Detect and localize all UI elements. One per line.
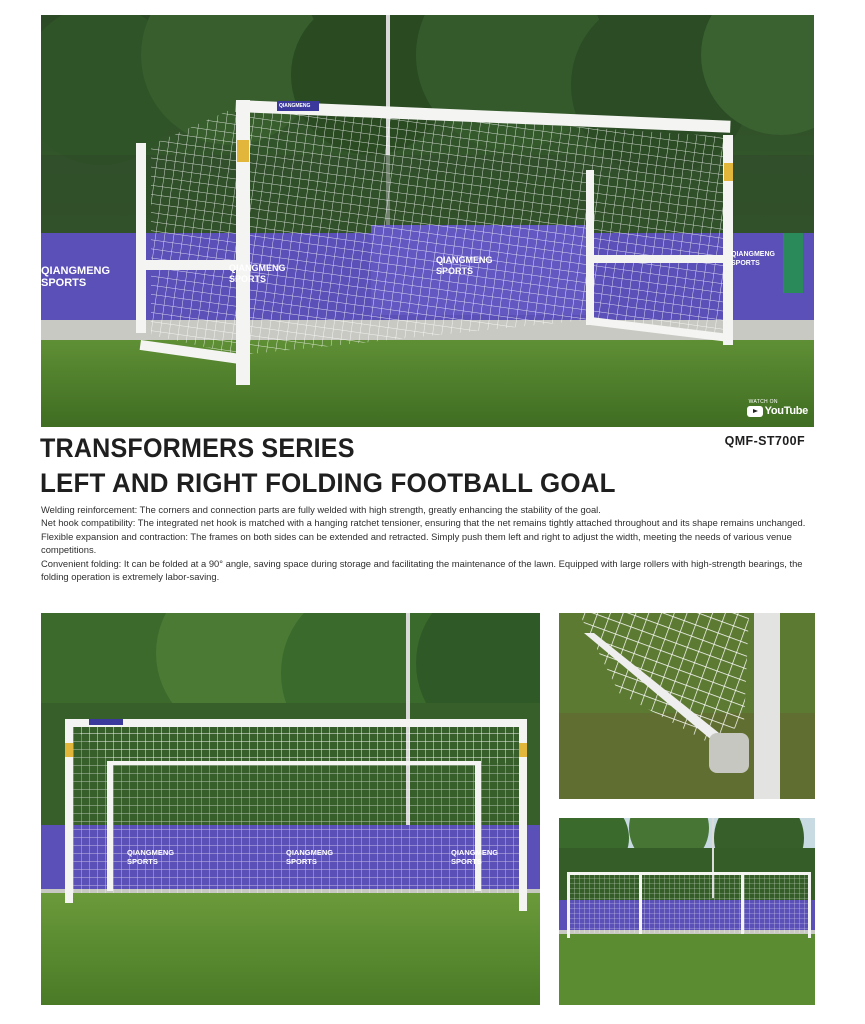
folding-detail-photo [559, 613, 815, 799]
banner-text-front-3: QIANGMENG SPORTS [451, 848, 499, 866]
youtube-brand: YouTube [764, 405, 808, 417]
banner-text-3: QIANGMENG SPORTS [436, 255, 493, 276]
product-title-name: LEFT AND RIGHT FOLDING FOOTBALL GOAL [40, 468, 616, 498]
roller-closeup-image [559, 613, 815, 799]
model-code: QMF-ST700F [724, 434, 805, 448]
youtube-watch-label: WATCH ON [748, 399, 778, 405]
product-title-series: TRANSFORMERS SERIES [40, 433, 355, 463]
feature-welding: Welding reinforcement: The corners and connection parts are fully welded with high strength, greatly enhancing the stability of the goal. [41, 504, 601, 515]
banner-text-1: QIANGMENG SPORTS [41, 265, 111, 289]
banner-text-4: QIANGMENG SPORTS [731, 251, 775, 267]
feature-folding: Convenient folding: It can be folded at a 90° angle, saving space during storage and facilitating the maintenance of the lawn. Equipped with large rollers with high-strength bearings, the folding operation is extremely labor-saving. [41, 557, 803, 583]
wide-field-photo [559, 818, 815, 1005]
youtube-badge[interactable] [747, 399, 808, 417]
goal-front-view-image [41, 613, 540, 1005]
banner-text-front-1: QIANGMENG SPORTS [127, 848, 175, 866]
feature-net-hook: Net hook compatibility: The integrated net hook is matched with a hanging ratchet tensioner, ensuring that the net remains tightly attached throughout and its shape remains unchanged. [41, 517, 806, 529]
banner-text-2: QIANGMENG SPORTS [229, 263, 286, 284]
hero-photo [41, 15, 814, 427]
feature-expansion: Flexible expansion and contraction: The frames on both sides can be extended and retracted. Simply push them left and right to adjust the width, meeting the needs of various venue competitions. [41, 530, 792, 556]
goal-on-field-image [559, 818, 815, 1005]
goal-side-view-image [41, 15, 814, 427]
banner-text-front-2: QIANGMENG SPORTS [286, 848, 334, 866]
youtube-play-icon [747, 406, 763, 417]
front-view-photo [41, 613, 540, 1005]
crossbar-label: QIANGMENG [279, 103, 311, 109]
feature-description [41, 503, 821, 583]
